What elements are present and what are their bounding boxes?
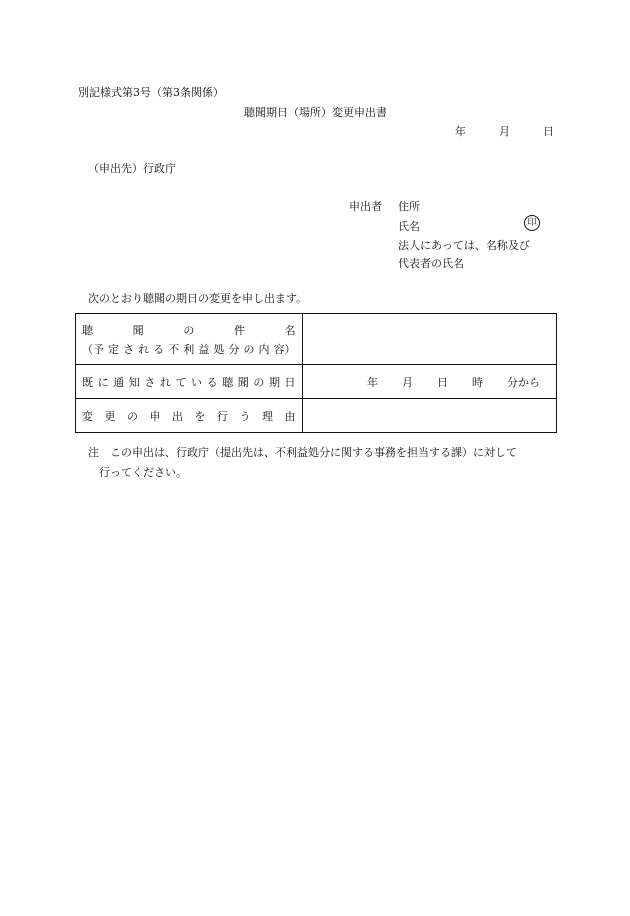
date-day: 日	[543, 125, 554, 138]
label-char: 更	[104, 409, 116, 423]
footnote-line2: 行ってください。	[99, 466, 187, 479]
hearing-name-field[interactable]	[302, 314, 556, 365]
notified-date-label	[76, 374, 302, 390]
label-char: 不	[168, 342, 180, 356]
table-row-notified-date	[76, 365, 557, 399]
notified-date-units	[303, 374, 556, 390]
label-char: 行	[217, 409, 228, 423]
hearing-name-sublabel	[76, 341, 302, 357]
label-char: 容）	[273, 342, 296, 356]
label-char: の	[253, 375, 265, 389]
label-char: 日	[284, 375, 296, 389]
label-char: の	[243, 342, 255, 356]
label-char: 知	[128, 375, 140, 389]
label-char: れ	[159, 375, 171, 389]
label-char: さ	[144, 375, 156, 389]
label-char: 分	[228, 342, 240, 356]
address-label: 住所	[398, 200, 420, 213]
hearing-name-label	[76, 322, 302, 338]
seal-mark: 印	[524, 215, 540, 231]
applicant-label: 申出者	[349, 200, 382, 213]
label-char: 期	[268, 375, 280, 389]
label-char: に	[97, 375, 109, 389]
unit-hour: 時	[472, 375, 483, 389]
label-char: る	[206, 375, 218, 389]
label-char: 聴	[82, 323, 93, 337]
corporation-note-line1: 法人にあっては、名称及び	[398, 239, 530, 252]
label-char: る	[153, 342, 165, 356]
label-char: （予	[82, 342, 104, 356]
footnote	[88, 443, 517, 483]
label-char: 聞	[132, 323, 144, 337]
label-char: の	[127, 409, 138, 423]
name-label: 氏名	[398, 220, 420, 233]
label-char: 由	[284, 409, 296, 423]
date-year: 年	[455, 125, 466, 138]
intro-text: 次のとおり聴聞の期日の変更を申し出ます。	[88, 292, 308, 305]
reason-field[interactable]	[302, 399, 556, 433]
footnote-line1: 注 この申出は、行政庁（提出先は、不利益処分に関する事務を担当する課）に対して	[88, 446, 517, 459]
date-month: 月	[499, 125, 510, 138]
label-char: 聴	[222, 375, 234, 389]
notified-date-field[interactable]	[302, 365, 556, 399]
hearing-name-label-cell	[76, 314, 303, 365]
unit-day: 日	[437, 375, 448, 389]
label-char: 既	[82, 375, 93, 389]
label-char: 件	[233, 323, 245, 337]
label-char: 変	[82, 409, 93, 423]
corporation-note	[398, 237, 530, 273]
label-char: て	[175, 375, 187, 389]
notified-date-label-cell	[76, 365, 303, 399]
label-char: 利	[183, 342, 195, 356]
table-row-hearing-name	[76, 314, 557, 365]
application-table	[75, 313, 557, 433]
label-char: う	[239, 409, 251, 423]
recipient: （申出先）行政庁	[88, 162, 176, 175]
label-char: 名	[284, 323, 296, 337]
label-char: 申	[149, 409, 161, 423]
label-char: 通	[113, 375, 125, 389]
label-char: を	[194, 409, 206, 423]
label-char: 出	[172, 409, 183, 423]
unit-minute: 分から	[507, 375, 540, 389]
label-char: 聞	[237, 375, 249, 389]
label-char: さ	[123, 342, 135, 356]
label-char: 理	[262, 409, 273, 423]
unit-year: 年	[367, 375, 378, 389]
table-row-reason	[76, 399, 557, 433]
label-char: 内	[258, 342, 270, 356]
reason-label	[76, 408, 302, 424]
label-char: 益	[198, 342, 210, 356]
reason-label-cell	[76, 399, 303, 433]
label-char: れ	[138, 342, 150, 356]
date-line	[455, 123, 554, 139]
label-char: い	[191, 375, 203, 389]
document-title: 聴聞期日（場所）変更申出書	[244, 106, 387, 119]
form-code: 別記様式第3号（第3条関係）	[78, 86, 224, 99]
corporation-note-line2: 代表者の氏名	[398, 257, 464, 270]
label-char: の	[183, 323, 195, 337]
label-char: 処	[213, 342, 225, 356]
label-char: 定	[108, 342, 120, 356]
unit-month: 月	[402, 375, 413, 389]
